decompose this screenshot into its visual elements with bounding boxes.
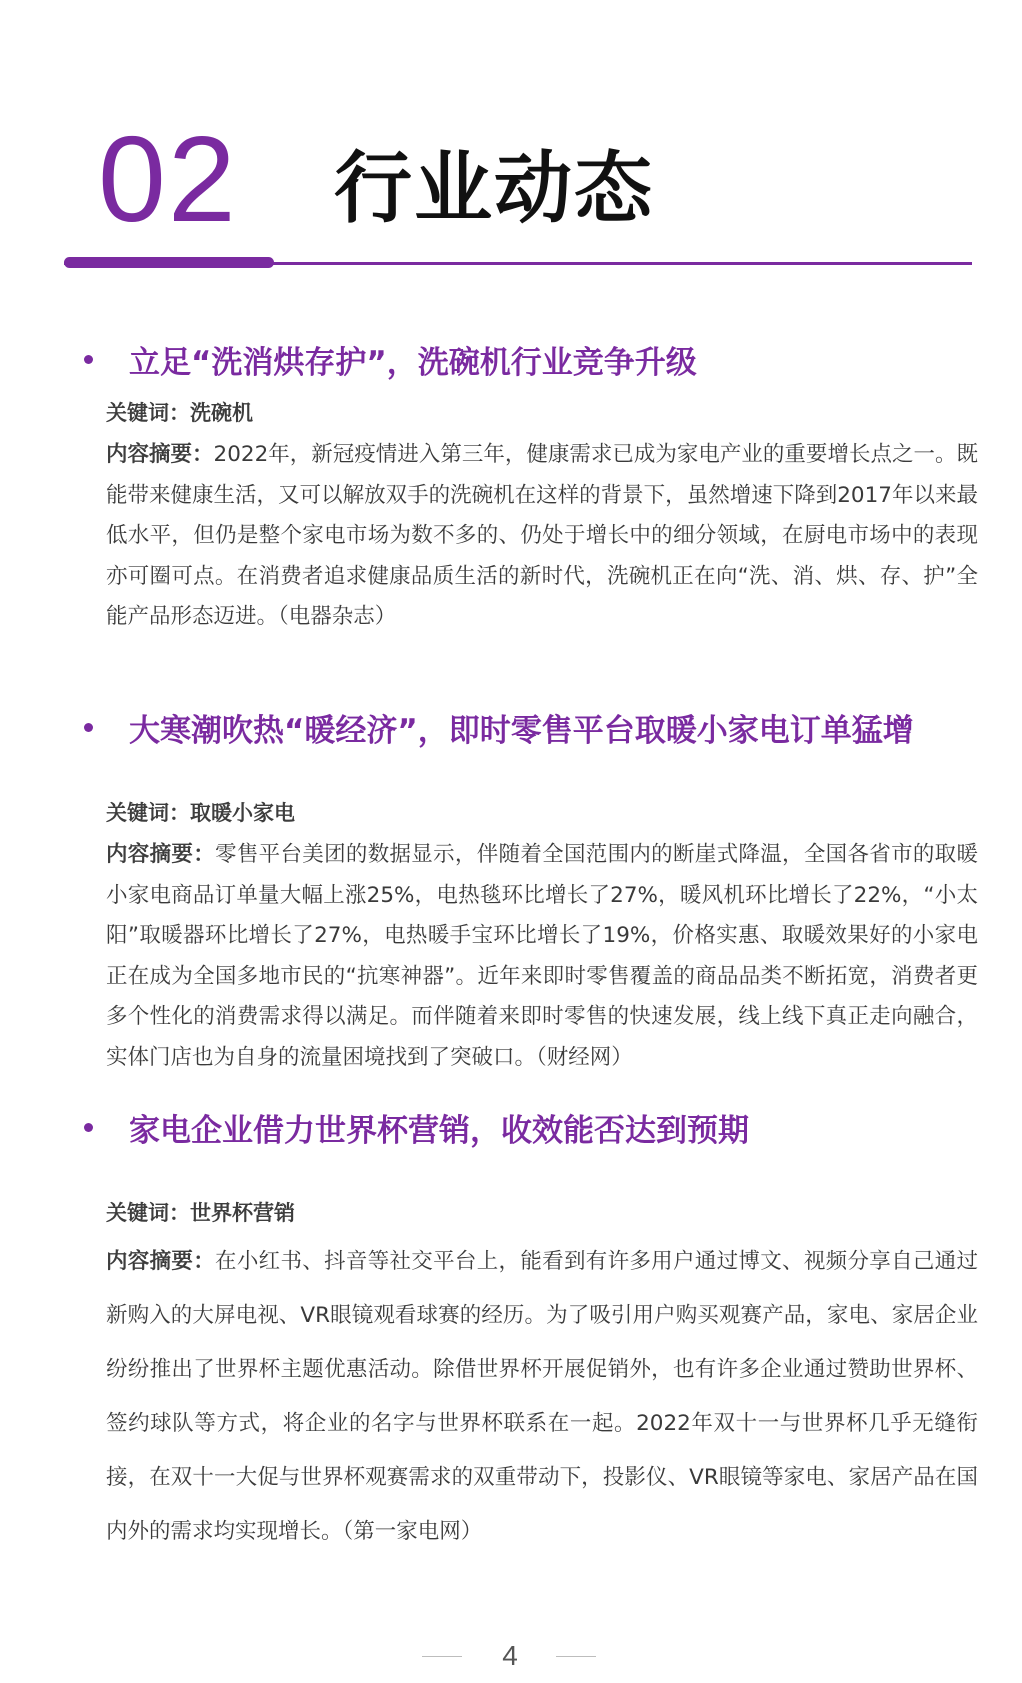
news-headline: 立足“洗消烘存护”，洗碗机行业竞争升级 <box>129 344 697 381</box>
keyword-label: 关键词： <box>106 801 190 825</box>
footer-rule-right <box>556 1656 596 1657</box>
page-number: 4 <box>502 1640 518 1671</box>
keyword-line <box>106 397 253 427</box>
keyword-line <box>106 797 295 827</box>
summary-paragraph <box>106 835 978 1078</box>
news-item-heading <box>84 703 914 751</box>
keyword-label: 关键词： <box>106 401 190 425</box>
news-item-heading <box>84 335 697 383</box>
bullet-icon <box>84 355 93 364</box>
keyword-value: 洗碗机 <box>190 401 253 425</box>
footer-rule-left <box>422 1656 462 1657</box>
summary-text: 在小红书、抖音等社交平台上，能看到有许多用户通过博文、视频分享自己通过新购入的大屏电视、VR眼镜观看球赛的经历。为了吸引用户购买观赛产品，家电、家居企业纷纷推出了世界杯主题优惠活动。除借世界杯开展促销外，也有许多企业通过赞助世界杯、签约球队等方式，将企业的名字与世界杯联系在一起。2022年双十一与世界杯几乎无缝衔接，在双十一大促与世界杯观赛需求的双重带动下，投影仪、VR眼镜等家电、家居产品在国内外的需求均实现增长。（第一家电网） <box>106 1249 978 1544</box>
summary-paragraph <box>106 435 978 638</box>
page-footer <box>0 1640 1022 1676</box>
section-title: 行业动态 <box>334 144 655 234</box>
keyword-value: 取暖小家电 <box>190 801 295 825</box>
header-divider-accent <box>64 257 274 268</box>
summary-label: 内容摘要： <box>106 442 214 467</box>
keyword-value: 世界杯营销 <box>190 1201 295 1225</box>
summary-text: 零售平台美团的数据显示，伴随着全国范围内的断崖式降温，全国各省市的取暖小家电商品订单量大幅上涨25%，电热毯环比增长了27%，暖风机环比增长了22%，“小太阳”取暖器环比增长了27%，电热暖手宝环比增长了19%，价格实惠、取暖效果好的小家电正在成为全国多地市民的“抗寒神器”。近年来即时零售覆盖的商品品类不断拓宽，消费者更多个性化的消费需求得以满足。而伴随着来即时零售的快速发展，线上线下真正走向融合，实体门店也为自身的流量困境找到了突破口。（财经网） <box>106 842 978 1070</box>
summary-label: 内容摘要： <box>106 842 216 867</box>
bullet-icon <box>84 723 93 732</box>
keyword-label: 关键词： <box>106 1201 190 1225</box>
summary-text: 2022年，新冠疫情进入第三年，健康需求已成为家电产业的重要增长点之一。既能带来健康生活，又可以解放双手的洗碗机在这样的背景下，虽然增速下降到2017年以来最低水平，但仍是整个家电市场为数不多的、仍处于增长中的细分领域，在厨电市场中的表现亦可圈可点。在消费者追求健康品质生活的新时代，洗碗机正在向“洗、消、烘、存、护”全能产品形态迈进。（电器杂志） <box>106 442 978 629</box>
news-item-heading <box>84 1103 749 1151</box>
bullet-icon <box>84 1123 93 1132</box>
keyword-line <box>106 1197 295 1227</box>
news-headline: 大寒潮吹热“暖经济”，即时零售平台取暖小家电订单猛增 <box>129 712 914 749</box>
section-header <box>0 0 1022 280</box>
summary-paragraph <box>106 1235 978 1559</box>
summary-label: 内容摘要： <box>106 1249 216 1274</box>
section-number: 02 <box>98 111 238 247</box>
news-headline: 家电企业借力世界杯营销，收效能否达到预期 <box>129 1112 749 1149</box>
